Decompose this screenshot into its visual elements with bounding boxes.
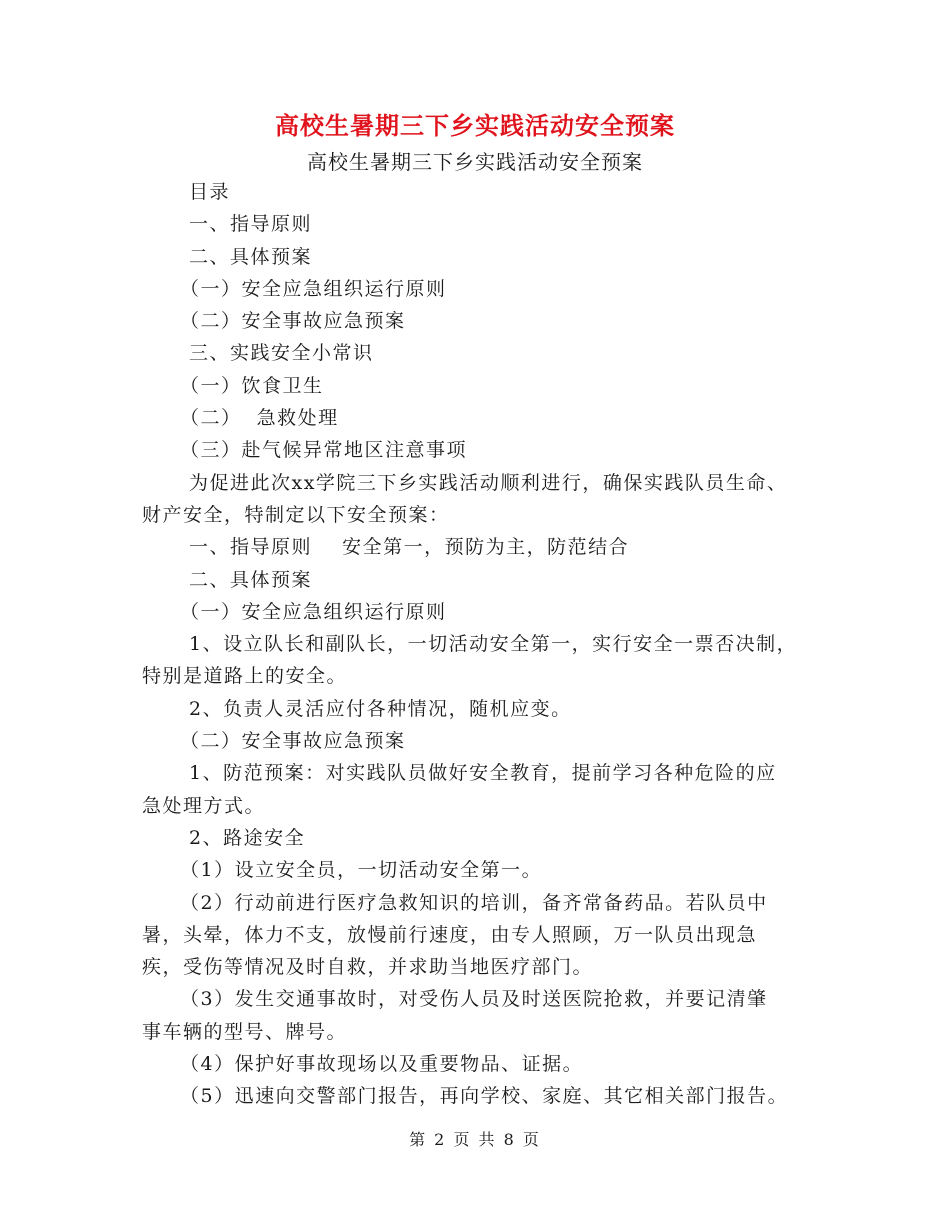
document-title: 高校生暑期三下乡实践活动安全预案 (275, 111, 675, 140)
toc-item: （一）饮食卫生 (180, 374, 324, 397)
list-item: （2）行动前进行医疗急救知识的培训，备齐常备药品。若队员中 (180, 891, 768, 914)
paragraph-line: 疾，受伤等情况及时自救，并求助当地医疗部门。 (142, 956, 594, 979)
paragraph-line: 为促进此次xx学院三下乡实践活动顺利进行，确保实践队员生命、 (189, 471, 788, 494)
paragraph-line: 暑，头晕，体力不支，放慢前行速度，由专人照顾，万一队员出现急 (142, 923, 758, 946)
paragraph-line: 2、路途安全 (189, 826, 306, 849)
list-item: （4）保护好事故现场以及重要物品、证据。 (180, 1053, 584, 1076)
subsection-heading: （一）安全应急组织运行原则 (180, 600, 447, 623)
toc-item: （一）安全应急组织运行原则 (180, 277, 447, 300)
page-number: 第 2 页 共 8 页 (409, 1130, 541, 1149)
toc-item: （二） 急救处理 (180, 407, 339, 430)
document-body (142, 176, 822, 1113)
toc-item: 三、实践安全小常识 (189, 342, 374, 365)
paragraph-line: 1、防范预案：对实践队员做好安全教育，提前学习各种危险的应 (189, 762, 777, 785)
subsection-heading: （二）安全事故应急预案 (180, 730, 406, 753)
paragraph-line: 2、负责人灵活应付各种情况，随机应变。 (189, 697, 572, 720)
list-item: （1）设立安全员，一切活动安全第一。 (180, 859, 543, 882)
list-item: （5）迅速向交警部门报告，再向学校、家庭、其它相关部门报告。 (180, 1085, 789, 1108)
toc-item: （二）安全事故应急预案 (180, 310, 406, 333)
toc-item: 二、具体预案 (189, 245, 313, 268)
paragraph-line: 1、设立队长和副队长，一切活动安全第一，实行安全一票否决制， (189, 633, 798, 656)
paragraph-line: 急处理方式。 (142, 794, 266, 817)
list-item: （3）发生交通事故时，对受伤人员及时送医院抢救，并要记清肇 (180, 988, 768, 1011)
paragraph-line: 特别是道路上的安全。 (142, 665, 348, 688)
toc-item: 一、指导原则 (189, 213, 313, 236)
section-heading: 一、指导原则 安全第一，预防为主，防范结合 (189, 536, 630, 559)
paragraph-line: 事车辆的型号、牌号。 (142, 1020, 348, 1043)
document-subtitle: 高校生暑期三下乡实践活动安全预案 (307, 150, 643, 174)
toc-item: （三）赴气候异常地区注意事项 (180, 439, 468, 462)
toc-heading: 目录 (189, 181, 231, 203)
paragraph-line: 财产安全，特制定以下安全预案： (142, 503, 450, 526)
section-heading: 二、具体预案 (189, 568, 313, 591)
